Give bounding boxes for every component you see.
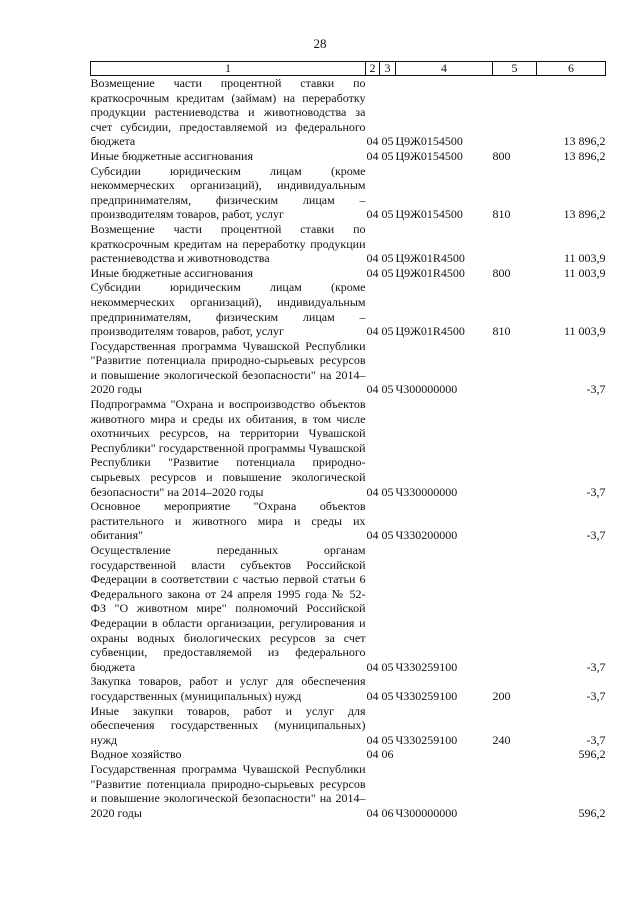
row-name: Основное мероприятие "Охрана объектов растительного и животного мира и среды их обитания": [90, 499, 366, 543]
target-article-code: Ч330259100: [395, 732, 458, 747]
amount: 596,2: [578, 805, 606, 820]
target-article-code: Ц9Ж0154500: [395, 148, 463, 163]
expense-type-code: [493, 222, 537, 266]
section-code: 04: [366, 805, 379, 820]
section-code: 04: [366, 688, 379, 703]
expense-type-code: [493, 747, 537, 762]
expense-type-code: [493, 339, 537, 397]
subsection-code: 05: [381, 732, 394, 747]
table-row: [91, 339, 606, 397]
section-code: 04: [366, 747, 379, 762]
table-row: [91, 280, 606, 338]
table-header-row: [91, 62, 606, 76]
amount: -3,7: [586, 528, 606, 543]
expense-type-code: [493, 762, 537, 820]
column-header-2: 2: [366, 62, 380, 76]
expense-type-code: 200: [492, 688, 511, 703]
subsection-code: 05: [381, 382, 394, 397]
target-article-code: Ц9Ж0154500: [395, 207, 463, 222]
amount: 596,2: [578, 747, 606, 762]
table-row: [91, 674, 606, 703]
amount: 13 896,2: [563, 148, 606, 163]
row-name: Субсидии юридическим лицам (кроме некоммерческих организаций), индивидуальным предпринимателям, физическим лицам – производителям товаров, работ, услуг: [90, 163, 366, 222]
expense-type-code: 800: [492, 148, 511, 163]
section-code: 04: [366, 251, 379, 266]
table-row: [91, 222, 606, 266]
target-article-code: Ч300000000: [395, 805, 458, 820]
column-header-1: 1: [91, 62, 366, 76]
expense-type-code: 800: [492, 265, 511, 280]
subsection-code: 05: [381, 484, 394, 499]
target-article-code: Ч300000000: [395, 382, 458, 397]
amount: -3,7: [586, 688, 606, 703]
row-name: Субсидии юридическим лицам (кроме некоммерческих организаций), индивидуальным предпринимателям, физическим лицам – производителям товаров, работ, услуг: [90, 280, 366, 339]
subsection-code: 05: [381, 659, 394, 674]
row-name: Осуществление переданных органам государственной власти субъектов Российской Федерации в соответствии с частью первой статьи 6 Федерального закона от 24 апреля 1995 года № 52-ФЗ "О животном мире" полномочий Российской Федерации в области организации, регулирования и охраны водных биологических ресурсов за счет субвенции, предоставляемой из федерального бюджета: [90, 543, 366, 674]
row-name: Закупка товаров, работ и услуг для обеспечения государственных (муниципальных) нужд: [90, 674, 366, 703]
target-article-code: Ц9Ж01R4500: [395, 251, 465, 266]
row-name: Иные закупки товаров, работ и услуг для обеспечения государственных (муниципальных) нужд: [90, 703, 366, 747]
table-row: [91, 397, 606, 499]
section-code: 04: [366, 134, 379, 149]
section-code: 04: [366, 732, 379, 747]
row-name: Возмещение части процентной ставки по краткосрочным кредитам на переработку продукции растениеводства и животноводства: [90, 221, 366, 266]
section-code: 04: [366, 324, 379, 339]
target-article-code: Ч330259100: [395, 659, 458, 674]
amount: 11 003,9: [563, 324, 606, 339]
table-row: [91, 149, 606, 164]
subsection-code: 05: [381, 324, 394, 339]
page-number: 28: [313, 36, 327, 51]
subsection-code: 05: [381, 207, 394, 222]
subsection-code: 05: [381, 251, 394, 266]
row-name: Иные бюджетные ассигнования: [90, 265, 253, 280]
expense-type-code: [493, 543, 537, 674]
expense-type-code: 240: [492, 732, 511, 747]
row-name: Подпрограмма "Охрана и воспроизводство объектов животного мира и среды их обитания, в том числе охотничьих ресурсов, на территории Чувашской Республики" государственной программы Чувашской Республики "Развитие потенциала природно-сырьевых ресурсов и повышение экологической безопасности" на 2014–2020 годы: [90, 397, 366, 499]
table-row: [91, 164, 606, 222]
table-row: [91, 762, 606, 820]
table-row: [91, 747, 606, 762]
column-header-5: 5: [493, 62, 537, 76]
expense-type-code: 810: [492, 207, 511, 222]
amount: -3,7: [586, 382, 606, 397]
table-row: [91, 704, 606, 748]
subsection-code: 05: [381, 688, 394, 703]
target-article-code: Ц9Ж01R4500: [395, 265, 465, 280]
expense-type-code: [493, 76, 537, 149]
section-code: 04: [366, 148, 379, 163]
amount: -3,7: [586, 732, 606, 747]
row-name: Иные бюджетные ассигнования: [90, 148, 253, 163]
target-article-code: Ч330200000: [395, 528, 458, 543]
subsection-code: 05: [381, 148, 394, 163]
table-row: [91, 266, 606, 281]
expense-type-code: [493, 397, 537, 499]
amount: -3,7: [586, 484, 606, 499]
target-article-code: Ц9Ж01R4500: [395, 324, 465, 339]
row-name: Водное хозяйство: [90, 747, 182, 762]
table-row: [91, 543, 606, 674]
column-header-3: 3: [380, 62, 396, 76]
section-code: 04: [366, 207, 379, 222]
amount: 11 003,9: [563, 265, 606, 280]
subsection-code: 06: [381, 805, 394, 820]
amount: 13 896,2: [563, 134, 606, 149]
section-code: 04: [366, 265, 379, 280]
expense-type-code: [493, 499, 537, 543]
subsection-code: 05: [381, 265, 394, 280]
row-name: Государственная программа Чувашской Республики "Развитие потенциала природно-сырьевых ресурсов и повышение экологической безопасности" на 2014–2020 годы: [90, 761, 366, 820]
section-code: 04: [366, 382, 379, 397]
column-header-4: 4: [396, 62, 493, 76]
target-article-code: Ц9Ж0154500: [395, 134, 463, 149]
budget-table: [90, 61, 606, 820]
row-name: Возмещение части процентной ставки по краткосрочным кредитам (займам) на переработку продукции растениеводства и животноводства за счет субсидии, предоставляемой из федерального бюджета: [90, 76, 366, 149]
subsection-code: 06: [381, 747, 394, 762]
table-row: [91, 76, 606, 149]
column-header-6: 6: [537, 62, 606, 76]
subsection-code: 05: [381, 134, 394, 149]
target-article-code: Ч330000000: [395, 484, 458, 499]
section-code: 04: [366, 659, 379, 674]
section-code: 04: [366, 484, 379, 499]
amount: -3,7: [586, 659, 606, 674]
target-article-code: [396, 747, 493, 762]
amount: 13 896,2: [563, 207, 606, 222]
table-row: [91, 499, 606, 543]
section-code: 04: [366, 528, 379, 543]
row-name: Государственная программа Чувашской Республики "Развитие потенциала природно-сырьевых ресурсов и повышение экологической безопасности" на 2014–2020 годы: [90, 338, 366, 397]
expense-type-code: 810: [492, 324, 511, 339]
amount: 11 003,9: [563, 251, 606, 266]
subsection-code: 05: [381, 528, 394, 543]
target-article-code: Ч330259100: [395, 688, 458, 703]
